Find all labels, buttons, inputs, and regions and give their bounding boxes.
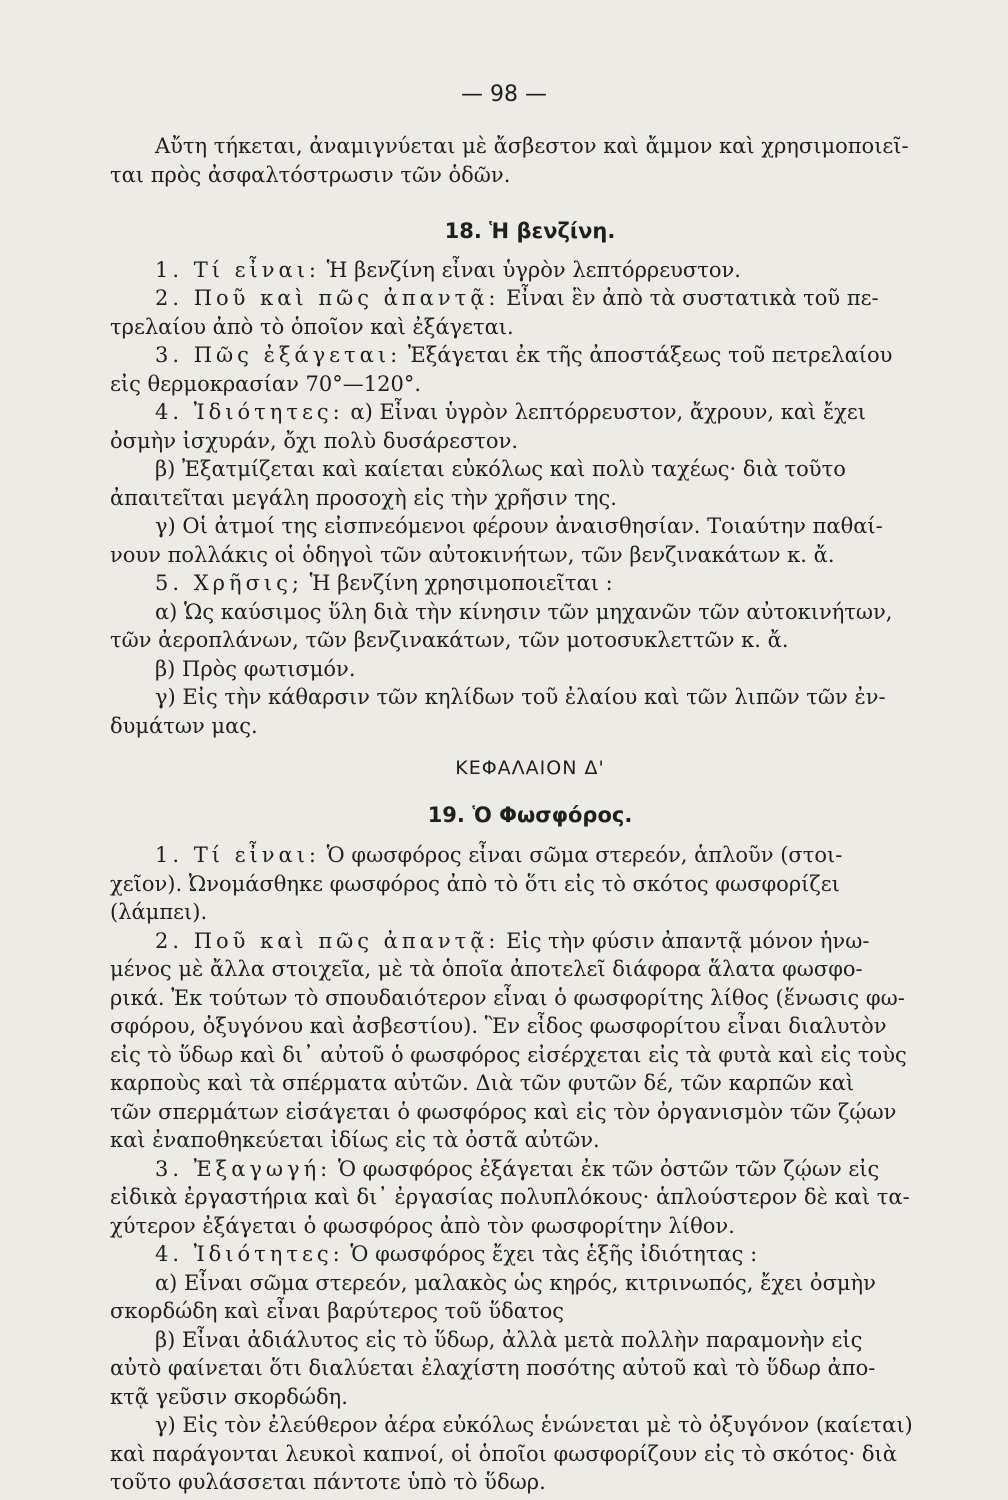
- text-line: [110, 398, 950, 427]
- page-body: [110, 132, 950, 1497]
- line-text: ὀσμὴν ἰσχυράν, ὄχι πολὺ δυσάρεστον.: [110, 428, 519, 453]
- line-text: εἰς θερμοκρασίαν 70°—120°.: [110, 371, 422, 396]
- line-text: χεῖον). Ὠνομάσθηκε φωσφόρος ἀπὸ τὸ ὅτι εἰς τὸ σκότος φωσφορίζει: [110, 871, 840, 896]
- chapter-title: ΚΕΦΑΛΑΙΟΝ Δ': [455, 757, 605, 779]
- text-line: [110, 1098, 950, 1127]
- intro-line: Αὔτη τήκεται, ἀναμιγνύεται μὲ ἄσβεστον καὶ ἄμμον καὶ χρησιμοποιεῖ-: [155, 134, 909, 158]
- line-text: αὐτὸ φαίνεται ὅτι διαλύεται ἐλαχίστη ποσότης αὐτοῦ καὶ τὸ ὕδωρ ἀπο-: [110, 1356, 876, 1380]
- text-line: [110, 1383, 950, 1412]
- text-line: [110, 341, 950, 370]
- text-line: [110, 370, 950, 399]
- line-text: ἀπαιτεῖται μεγάλη προσοχὴ εἰς τὴν χρῆσιν της.: [110, 485, 617, 510]
- text-line: [110, 1212, 950, 1241]
- text-line: [110, 1069, 950, 1098]
- section-heading: 19. Ὁ Φωσφόρος.: [427, 802, 633, 827]
- text-line: [110, 841, 950, 870]
- line-text: β) Εἶναι ἀδιάλυτος εἰς τὸ ὕδωρ, ἀλλὰ μετὰ πολλὴν παραμονὴν εἰς: [155, 1327, 863, 1352]
- text-line: [110, 1269, 950, 1298]
- section-19-body: [110, 841, 950, 1497]
- line-text: Ἐξάγεται ἐκ τῆς ἀποστάξεως τοῦ πετρελαίου: [401, 343, 893, 367]
- line-text: ρικά. Ἐκ τούτων τὸ σπουδαιότερον εἶναι ὁ φωσφορίτης λίθος (ἕνωσις φω-: [110, 985, 905, 1010]
- text-line: [110, 512, 950, 541]
- item-label: 4. Ἰδιότητες:: [155, 400, 344, 424]
- text-line: [110, 1155, 950, 1184]
- text-line: [110, 541, 950, 570]
- intro-line: ται πρὸς ἀσφαλτόστρωσιν τῶν ὁδῶν.: [110, 162, 511, 187]
- text-line: [110, 455, 950, 484]
- text-line: [110, 655, 950, 684]
- line-text: α) Εἶναι ὑγρὸν λεπτόρρευστον, ἄχρουν, καὶ ἔχει: [343, 400, 867, 424]
- line-text: καὶ παράγονται λευκοὶ καπνοί, οἱ ὁποῖοι φωσφορίζουν εἰς τὸ σκότος· διὰ: [110, 1441, 897, 1466]
- line-text: μένος μὲ ἄλλα στοιχεῖα, μὲ τὰ ὁποῖα ἀποτελεῖ διάφορα ἅλατα φωσφο-: [110, 957, 863, 981]
- line-text: α) Ὡς καύσιμος ὕλη διὰ τὴν κίνησιν τῶν μηχανῶν τῶν αὐτοκινήτων,: [155, 599, 893, 624]
- text-line: [110, 256, 950, 285]
- text-line: [110, 626, 950, 655]
- text-line: [110, 1240, 950, 1269]
- item-label: 3. Ἐξαγωγή:: [155, 1156, 332, 1181]
- line-text: κτᾷ γεῦσιν σκορδώδη.: [110, 1384, 348, 1409]
- text-line: [110, 484, 950, 513]
- section-18-body: [110, 256, 950, 741]
- text-line: [110, 1012, 950, 1041]
- line-text: σφόρου, ὀξυγόνου καὶ ἀσβεστίου). Ἓν εἶδος φωσφορίτου εἶναι διαλυτὸν: [110, 1014, 887, 1038]
- text-line: [110, 569, 950, 598]
- line-text: β) Πρὸς φωτισμόν.: [155, 656, 356, 681]
- line-text: Ὁ φωσφόρος ἔχει τὰς ἑξῆς ἰδιότητας :: [343, 1242, 758, 1266]
- text-line: [110, 870, 950, 899]
- text-line: [110, 1183, 950, 1212]
- item-label: 2. Ποῦ καὶ πῶς ἀπαντᾷ:: [155, 928, 500, 953]
- line-text: καὶ ἐναποθηκεύεται ἰδίως εἰς τὰ ὀστᾶ αὐτῶν.: [110, 1128, 600, 1152]
- item-label: 5. Χρῆσις;: [155, 571, 303, 595]
- text-line: [110, 1126, 950, 1155]
- line-text: νουν πολλάκις οἱ ὁδηγοὶ τῶν αὐτοκινήτων, τῶν βενζινακάτων κ. ἄ.: [110, 542, 835, 567]
- text-line: [110, 1297, 950, 1326]
- item-label: 3. Πῶς ἐξάγεται:: [155, 343, 402, 367]
- text-line: [110, 683, 950, 712]
- item-label: 1. Τί εἶναι:: [155, 257, 320, 282]
- line-text: τῶν σπερμάτων εἰσάγεται ὁ φωσφόρος καὶ εἰς τὸν ὀργανισμὸν τῶν ζῴων: [110, 1099, 897, 1124]
- text-line: [110, 927, 950, 956]
- line-text: γ) Εἰς τὴν κάθαρσιν τῶν κηλίδων τοῦ ἐλαίου καὶ τῶν λιπῶν τῶν ἐν-: [155, 685, 886, 709]
- text-line: [110, 1411, 950, 1440]
- text-line: [110, 284, 950, 313]
- text-line: [110, 598, 950, 627]
- line-text: Ἡ βενζίνη εἶναι ὑγρὸν λεπτόρρευστον.: [320, 257, 741, 282]
- line-text: Ὁ φωσφόρος ἐξάγεται ἐκ τῶν ὀστῶν τῶν ζῴων εἰς: [331, 1156, 880, 1181]
- line-text: Εἶναι ἓν ἀπὸ τὰ συστατικὰ τοῦ πε-: [499, 286, 879, 310]
- page-number: — 98 —: [461, 82, 547, 107]
- item-label: 1. Τί εἶναι:: [155, 843, 320, 867]
- text-line: [110, 313, 950, 342]
- item-label: 4. Ἰδιότητες:: [155, 1242, 344, 1266]
- line-text: καρποὺς καὶ τὰ σπέρματα αὐτῶν. Διὰ τῶν φυτῶν δέ, τῶν καρπῶν καὶ: [110, 1071, 855, 1095]
- text-line: [110, 898, 950, 927]
- line-text: Εἰς τὴν φύσιν ἀπαντᾷ μόνον ἡνω-: [499, 928, 870, 953]
- line-text: τρελαίου ἀπὸ τὸ ὁποῖον καὶ ἐξάγεται.: [110, 314, 514, 339]
- text-line: [110, 1041, 950, 1070]
- line-text: α) Εἶναι σῶμα στερεόν, μαλακὸς ὡς κηρός, κιτρινωπός, ἔχει ὀσμὴν: [155, 1270, 876, 1295]
- text-line: [110, 984, 950, 1013]
- line-text: δυμάτων μας.: [110, 713, 258, 738]
- text-line: [110, 427, 950, 456]
- text-line: [110, 955, 950, 984]
- text-line: [110, 1440, 950, 1469]
- line-text: Ἡ βενζίνη χρησιμοποιεῖται :: [303, 571, 613, 595]
- line-text: Ὁ φωσφόρος εἶναι σῶμα στερεόν, ἁπλοῦν (στοι-: [320, 843, 843, 867]
- section-heading: 18. Ἡ βενζίνη.: [444, 219, 616, 243]
- line-text: σκορδώδη καὶ εἶναι βαρύτερος τοῦ ὕδατος: [110, 1299, 564, 1323]
- line-text: τῶν ἀεροπλάνων, τῶν βενζινακάτων, τῶν μοτοσυκλεττῶν κ. ἄ.: [110, 628, 789, 652]
- line-text: (λάμπει).: [110, 900, 208, 924]
- line-text: εἰδικὰ ἐργαστήρια καὶ δι᾽ ἐργασίας πολυπλόκους· ἁπλούστερον δὲ καὶ τα-: [110, 1185, 910, 1209]
- line-text: εἰς τὸ ὕδωρ καὶ δι᾽ αὐτοῦ ὁ φωσφόρος εἰσέρχεται εἰς τὰ φυτὰ καὶ εἰς τοὺς: [110, 1042, 907, 1067]
- line-text: χύτερον ἐξάγεται ὁ φωσφόρος ἀπὸ τὸν φωσφορίτην λίθον.: [110, 1213, 735, 1238]
- line-text: τοῦτο φυλάσσεται πάντοτε ὑπὸ τὸ ὕδωρ.: [110, 1470, 546, 1494]
- line-text: γ) Οἱ ἀτμοί της εἰσπνεόμενοι φέρουν ἀναισθησίαν. Τοιαύτην παθαί-: [155, 514, 883, 538]
- text-line: [110, 1354, 950, 1383]
- item-label: 2. Ποῦ καὶ πῶς ἀπαντᾷ:: [155, 286, 500, 310]
- text-line: [110, 1326, 950, 1355]
- text-line: [110, 712, 950, 741]
- line-text: β) Ἐξατμίζεται καὶ καίεται εὐκόλως καὶ πολὺ ταχέως· διὰ τοῦτο: [155, 457, 846, 481]
- text-line: [110, 1468, 950, 1497]
- line-text: γ) Εἰς τὸν ἐλεύθερον ἀέρα εὐκόλως ἑνώνεται μὲ τὸ ὀξυγόνον (καίεται): [155, 1413, 913, 1437]
